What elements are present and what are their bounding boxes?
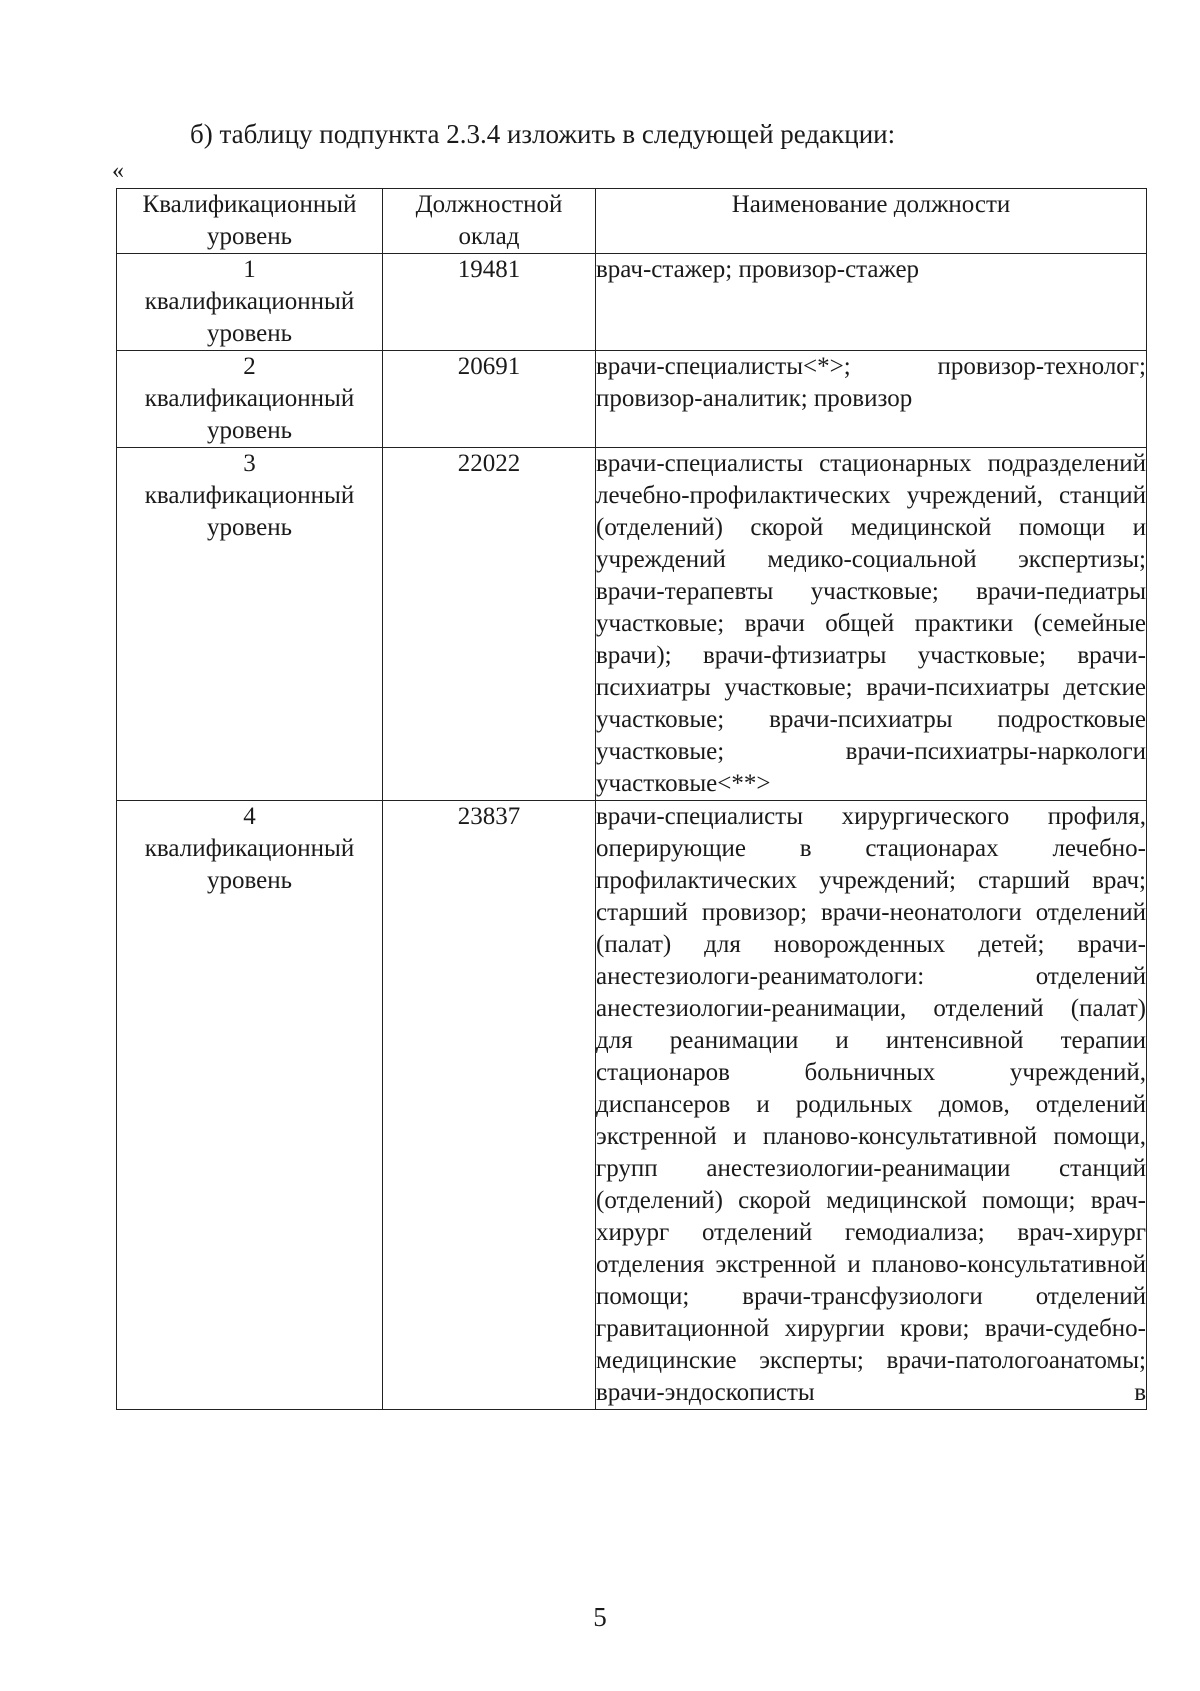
table-row [117, 254, 1147, 351]
level-cell [117, 351, 383, 448]
opening-quote-mark: « [112, 158, 124, 184]
salary-cell: 23837 [383, 801, 596, 1410]
level-cell [117, 801, 383, 1410]
table-row [117, 801, 1147, 1410]
level-label: квалификационный уровень [144, 835, 355, 894]
level-cell [117, 254, 383, 351]
salary-cell: 22022 [383, 448, 596, 801]
header-salary: Должностной оклад [383, 189, 596, 254]
table-header-row [117, 189, 1147, 254]
level-label: квалификационный уровень [144, 385, 355, 444]
level-number: 2 [243, 353, 256, 380]
page-number: 5 [593, 1602, 607, 1632]
positions-cell: врачи-специалисты<*>; провизор-технолог; провизор-аналитик; провизор [596, 351, 1147, 448]
level-number: 4 [243, 803, 256, 830]
positions-cell: врачи-специалисты стационарных подразделений лечебно-профилактических учреждений, станций (отделений) скорой медицинской помощи и учреждений медико-социальной экспертизы; врачи-терапевты участковые; врачи-педиатры участковые; врачи общей практики (семейные врачи); врачи-фтизиатры участковые; врачи-психиатры участковые; врачи-психиатры детские участковые; врачи-психиатры подростковые участковые; врачи-психиатры-наркологи участковые<**> [596, 448, 1147, 801]
level-number: 3 [243, 450, 256, 477]
salary-cell: 19481 [383, 254, 596, 351]
table-row [117, 448, 1147, 801]
qualification-table [116, 188, 1147, 1410]
positions-cell: врач-стажер; провизор-стажер [596, 254, 1147, 351]
table-row [117, 351, 1147, 448]
level-label: квалификационный уровень [144, 288, 355, 347]
level-label: квалификационный уровень [144, 482, 355, 541]
salary-cell: 20691 [383, 351, 596, 448]
level-number: 1 [243, 256, 256, 283]
positions-cell: врачи-специалисты хирургического профиля, оперирующие в стационарах лечебно-профилактических учреждений; старший врач; старший провизор; врачи-неонатологи отделений (палат) для новорожденных детей; врачи-анестезиологи-реаниматологи: отделений анестезиологии-реанимации, отделений (палат) для реанимации и интенсивной терапии стационаров больничных учреждений, диспансеров и родильных домов, отделений экстренной и планово-консультативной помощи, групп анестезиологии-реанимации станций (отделений) скорой медицинской помощи; врач-хирург отделений гемодиализа; врач-хирург отделения экстренной и планово-консультативной помощи; врачи-трансфузиологи отделений гравитационной хирургии крови; врачи-судебно-медицинские эксперты; врачи-патологоанатомы; врачи-эндоскописты в [596, 801, 1147, 1410]
header-qualification-level: Квалификационный уровень [117, 189, 383, 254]
level-cell [117, 448, 383, 801]
intro-paragraph: б) таблицу подпункта 2.3.4 изложить в следующей редакции: [190, 119, 896, 149]
header-position-name: Наименование должности [596, 189, 1147, 254]
